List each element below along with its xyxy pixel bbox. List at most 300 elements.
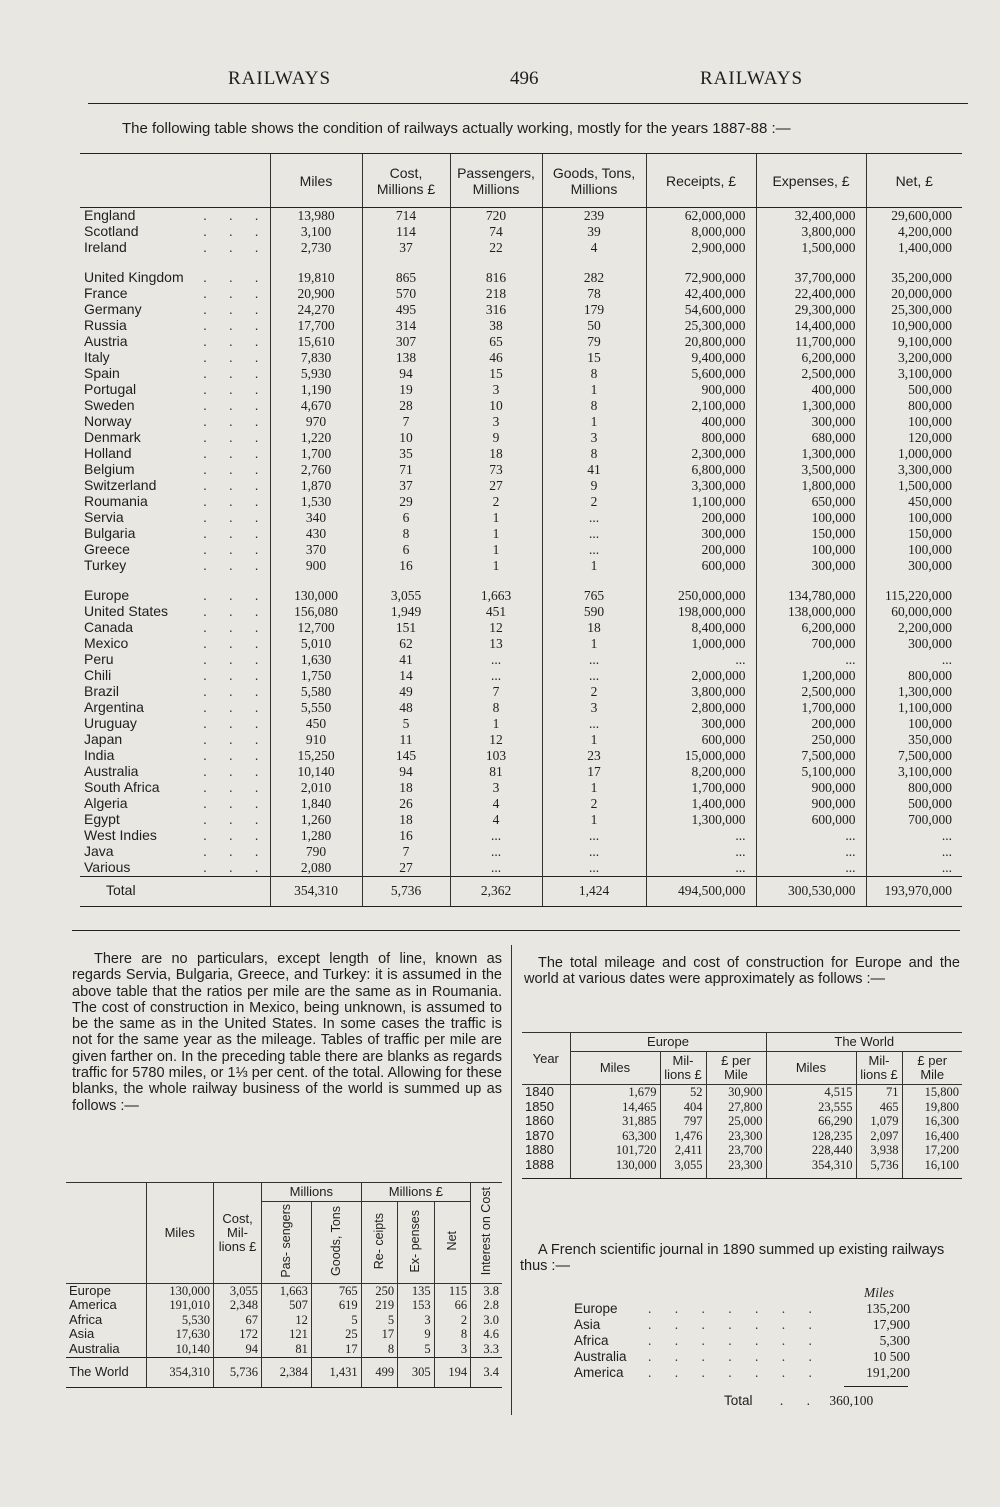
page-header (228, 68, 828, 98)
country-name-cell (80, 462, 270, 478)
cell-receipts: 5,600,000 (646, 366, 756, 382)
table-row (80, 796, 962, 812)
summary-net: 2 (434, 1313, 471, 1328)
cell-miles: 340 (270, 510, 362, 526)
cell-receipts: 2,300,000 (646, 446, 756, 462)
table-row (80, 636, 962, 652)
cell-expenses: 1,500,000 (756, 240, 866, 256)
dates-world-miles: 128,235 (766, 1129, 856, 1144)
leader-dots: . . . (203, 858, 268, 875)
cell-cost: 41 (362, 652, 450, 668)
cell-receipts: 2,800,000 (646, 700, 756, 716)
country-name-cell (80, 652, 270, 668)
cell-receipts: ... (646, 652, 756, 668)
cell-expenses: 700,000 (756, 636, 866, 652)
table-row (80, 684, 962, 700)
cell-receipts: 20,800,000 (646, 334, 756, 350)
country-name: West Indies (84, 826, 157, 843)
leader-dots: . . . (203, 714, 268, 731)
dates-world-per-mile: 16,300 (902, 1114, 962, 1129)
summary-cost: 172 (214, 1327, 262, 1342)
table-row (80, 844, 962, 860)
dates-header-world: The World (766, 1033, 962, 1052)
gap-cell (756, 574, 866, 588)
cell-passengers: 18 (450, 446, 542, 462)
summary-net: 115 (434, 1283, 471, 1298)
summary-header-goods (311, 1202, 361, 1284)
summary-goods: 765 (311, 1283, 361, 1298)
dates-world-miles: 23,555 (766, 1100, 856, 1115)
dates-europe-millions: 3,055 (660, 1158, 706, 1173)
leader-dots: . . . (203, 460, 268, 477)
summary-interest: 4.6 (471, 1327, 502, 1342)
cell-net: 1,000,000 (866, 446, 962, 462)
leader-dots: . . . (203, 826, 268, 843)
summary-passengers: 2,384 (262, 1357, 312, 1387)
table-row (80, 732, 962, 748)
total-row (80, 876, 962, 906)
summary-table-body (66, 1283, 502, 1387)
cell-receipts: 200,000 (646, 542, 756, 558)
table-row (80, 318, 962, 334)
dates-world-miles: 4,515 (766, 1085, 856, 1100)
country-name: Peru (84, 650, 114, 667)
cell-net: 100,000 (866, 716, 962, 732)
country-name-cell (80, 224, 270, 240)
french-list-item (574, 1301, 914, 1317)
table-row (80, 748, 962, 764)
french-miles: 17,900 (872, 1317, 910, 1332)
leader-dots: . . . (203, 268, 268, 285)
cell-cost: 5 (362, 716, 450, 732)
summary-header-miles: Miles (146, 1183, 214, 1284)
summary-receipts: 250 (361, 1283, 398, 1298)
cell-cost: 48 (362, 700, 450, 716)
summary-total-row (66, 1357, 502, 1387)
cell-passengers: 12 (450, 620, 542, 636)
summary-receipts: 8 (361, 1342, 398, 1357)
cell-net: 3,200,000 (866, 350, 962, 366)
summary-expenses: 5 (398, 1342, 435, 1357)
cell-net: 1,500,000 (866, 478, 962, 494)
dates-year: 1840 (522, 1085, 570, 1100)
cell-miles: 430 (270, 526, 362, 542)
country-name-cell (80, 542, 270, 558)
cell-goods: 23 (542, 748, 646, 764)
header-title-right: RAILWAYS (700, 68, 804, 89)
cell-goods: 1 (542, 414, 646, 430)
cell-goods: ... (542, 844, 646, 860)
cell-cost: 6 (362, 542, 450, 558)
dates-europe-per-mile: 23,300 (706, 1129, 766, 1144)
country-name: Argentina (84, 698, 144, 715)
cell-goods: ... (542, 828, 646, 844)
cell-net: 60,000,000 (866, 604, 962, 620)
dates-header-europe-millions: Mil- lions £ (660, 1052, 706, 1085)
header-net: Net, £ (866, 154, 962, 208)
cell-cost: 62 (362, 636, 450, 652)
cell-cost: 49 (362, 684, 450, 700)
leader-dots: . . . (203, 746, 268, 763)
spacer-cell (856, 1173, 902, 1179)
french-list (574, 1285, 914, 1381)
intro-text: The following table shows the condition of railways actually working, mostly for the years 1887-88 :— (122, 120, 791, 137)
cell-passengers: ... (450, 844, 542, 860)
cell-cost: 37 (362, 478, 450, 494)
summary-region: America (66, 1298, 146, 1313)
dates-world-millions: 5,736 (856, 1158, 902, 1173)
cell-miles: 5,580 (270, 684, 362, 700)
cell-goods: 1 (542, 780, 646, 796)
country-name: Mexico (84, 634, 129, 651)
french-region: Africa (574, 1333, 609, 1348)
cell-net: ... (866, 828, 962, 844)
french-region: Asia (574, 1317, 601, 1332)
cell-passengers: 1 (450, 716, 542, 732)
cell-net: 500,000 (866, 796, 962, 812)
cell-passengers: 316 (450, 302, 542, 318)
cell-passengers: 81 (450, 764, 542, 780)
cell-passengers: 1 (450, 558, 542, 574)
dates-europe-millions: 2,411 (660, 1143, 706, 1158)
country-name: Portugal (84, 380, 137, 397)
leader-dots: . . . (203, 207, 268, 223)
table-row (80, 446, 962, 462)
summary-expenses: 153 (398, 1298, 435, 1313)
cell-expenses: 150,000 (756, 526, 866, 542)
cell-cost: 18 (362, 812, 450, 828)
dates-table-body (522, 1085, 962, 1179)
cell-receipts: 2,100,000 (646, 398, 756, 414)
country-name: Belgium (84, 460, 135, 477)
right-paragraph: The total mileage and cost of construction for Europe and the world at various dates were approximately as follows :— (524, 955, 960, 988)
cell-expenses: 22,400,000 (756, 286, 866, 302)
summary-cost: 5,736 (214, 1357, 262, 1387)
gap-cell (450, 256, 542, 270)
cell-miles: 7,830 (270, 350, 362, 366)
table-row (80, 240, 962, 256)
leader-dots: . . . (203, 842, 268, 859)
summary-passengers: 507 (262, 1298, 312, 1313)
table-row (80, 860, 962, 876)
cell-goods: 1 (542, 382, 646, 398)
cell-expenses: 680,000 (756, 430, 866, 446)
summary-passengers: 12 (262, 1313, 312, 1328)
cell-cost: 16 (362, 828, 450, 844)
summary-row (66, 1327, 502, 1342)
country-name: Turkey (84, 556, 127, 573)
dates-world-miles: 354,310 (766, 1158, 856, 1173)
cell-cost: 19 (362, 382, 450, 398)
cell-expenses: 138,000,000 (756, 604, 866, 620)
summary-header-net-label: Net (444, 1231, 459, 1251)
dates-world-millions: 3,938 (856, 1143, 902, 1158)
total-miles: 354,310 (270, 876, 362, 906)
summary-net: 8 (434, 1327, 471, 1342)
cell-passengers: 22 (450, 240, 542, 256)
country-name: Italy (84, 348, 110, 365)
group-gap (80, 574, 962, 588)
gap-cell (646, 256, 756, 270)
cell-goods: ... (542, 860, 646, 876)
cell-receipts: 600,000 (646, 558, 756, 574)
total-net: 193,970,000 (866, 876, 962, 906)
cell-expenses: 7,500,000 (756, 748, 866, 764)
cell-expenses: 650,000 (756, 494, 866, 510)
cell-net: 100,000 (866, 414, 962, 430)
cell-cost: 495 (362, 302, 450, 318)
header-goods: Goods, Tons, Millions (542, 154, 646, 208)
cell-passengers: 218 (450, 286, 542, 302)
country-name: Holland (84, 444, 132, 461)
cell-passengers: 1 (450, 510, 542, 526)
cell-net: 700,000 (866, 812, 962, 828)
cell-receipts: 1,700,000 (646, 780, 756, 796)
leader-dots: . . . (203, 540, 268, 557)
country-name: Roumania (84, 492, 148, 509)
country-name-cell (80, 700, 270, 716)
country-name: Sweden (84, 396, 135, 413)
cell-receipts: 15,000,000 (646, 748, 756, 764)
french-miles: 10 500 (872, 1349, 910, 1364)
country-name-cell (80, 716, 270, 732)
group-gap (80, 256, 962, 270)
summary-header-net (434, 1202, 471, 1284)
summary-receipts: 499 (361, 1357, 398, 1387)
leader-dots: . . . (203, 316, 268, 333)
railways-table-header (80, 154, 962, 208)
leader-dots: . . . (203, 730, 268, 747)
cell-passengers: ... (450, 828, 542, 844)
gap-cell (450, 574, 542, 588)
french-total-value: 360,100 (829, 1393, 874, 1408)
cell-receipts: 300,000 (646, 526, 756, 542)
spacer-cell (902, 1173, 962, 1179)
summary-header-receipts (361, 1202, 398, 1284)
summary-miles: 17,630 (146, 1327, 214, 1342)
cell-expenses: 200,000 (756, 716, 866, 732)
cell-miles: 900 (270, 558, 362, 574)
cell-goods: 1 (542, 812, 646, 828)
cell-passengers: 816 (450, 270, 542, 286)
cell-receipts: 1,000,000 (646, 636, 756, 652)
country-name-cell (80, 318, 270, 334)
summary-row (66, 1313, 502, 1328)
dates-header-world-miles: Miles (766, 1052, 856, 1085)
cell-expenses: ... (756, 844, 866, 860)
dates-year: 1870 (522, 1129, 570, 1144)
summary-receipts: 5 (361, 1313, 398, 1328)
summary-header-passengers-label: Pas- sengers (278, 1204, 293, 1278)
spacer-cell (706, 1173, 766, 1179)
cell-goods: 1 (542, 732, 646, 748)
summary-receipts: 17 (361, 1327, 398, 1342)
leader-dots: . . . (203, 444, 268, 461)
cell-expenses: 1,700,000 (756, 700, 866, 716)
cell-goods: 15 (542, 350, 646, 366)
total-label: Total (80, 876, 270, 906)
cell-expenses: 6,200,000 (756, 350, 866, 366)
country-name-cell (80, 844, 270, 860)
left-paragraph: There are no particulars, except length of line, known as regards Servia, Bulgaria, Greece, and Turkey: it is assumed in the above table that the ratios per mile are the same as in Roumania. The cost of construction in Mexico, being unknown, is assumed to be the same as in the United States. In some cases the traffic is not for the same year as the mileage. Tables of traffic per mile are given farther on. In the preceding table there are blanks as regards traffic for 5780 miles, or 1⅓ per cent. of the total. Allowing for these blanks, the whole railway business of the world is summed up as follows :— (72, 951, 502, 1114)
cell-net: 7,500,000 (866, 748, 962, 764)
country-name: Brazil (84, 682, 120, 699)
leader-dots: . . . (203, 778, 268, 795)
gap-cell (866, 256, 962, 270)
country-name-cell (80, 286, 270, 302)
cell-cost: 71 (362, 462, 450, 478)
summary-miles: 130,000 (146, 1283, 214, 1298)
cell-expenses: 1,200,000 (756, 668, 866, 684)
summary-passengers: 81 (262, 1342, 312, 1357)
total-expenses: 300,530,000 (756, 876, 866, 906)
dates-header-europe-per-mile: £ per Mile (706, 1052, 766, 1085)
cell-miles: 970 (270, 414, 362, 430)
cell-receipts: 400,000 (646, 414, 756, 430)
cell-passengers: 1 (450, 526, 542, 542)
table-row (80, 494, 962, 510)
summary-cost: 3,055 (214, 1283, 262, 1298)
dates-europe-millions: 404 (660, 1100, 706, 1115)
cell-receipts: 42,400,000 (646, 286, 756, 302)
cell-goods: 590 (542, 604, 646, 620)
leader-dots: . . . (203, 380, 268, 397)
country-name-cell (80, 334, 270, 350)
table-row (80, 812, 962, 828)
cell-passengers: 65 (450, 334, 542, 350)
dates-row (522, 1114, 962, 1129)
cell-net: 300,000 (866, 636, 962, 652)
table-row (80, 588, 962, 604)
cell-miles: 1,840 (270, 796, 362, 812)
dates-europe-per-mile: 27,800 (706, 1100, 766, 1115)
french-list-item (574, 1333, 914, 1349)
spacer-cell (660, 1173, 706, 1179)
cell-receipts: 1,300,000 (646, 812, 756, 828)
french-miles: 135,200 (866, 1301, 910, 1316)
cell-net: 115,220,000 (866, 588, 962, 604)
cell-expenses: 100,000 (756, 510, 866, 526)
cell-passengers: ... (450, 860, 542, 876)
cell-expenses: 400,000 (756, 382, 866, 398)
section-rule (72, 930, 960, 931)
total-receipts: 494,500,000 (646, 876, 756, 906)
summary-miles: 191,010 (146, 1298, 214, 1313)
table-row (80, 542, 962, 558)
cell-expenses: ... (756, 652, 866, 668)
french-list-item (574, 1365, 914, 1381)
country-name: United Kingdom (84, 268, 184, 285)
summary-table (66, 1182, 502, 1388)
cell-net: 3,100,000 (866, 764, 962, 780)
summary-interest: 3.0 (471, 1313, 502, 1328)
summary-receipts: 219 (361, 1298, 398, 1313)
cell-cost: 16 (362, 558, 450, 574)
summary-header-interest-label: Interest on Cost (479, 1187, 494, 1276)
header-cost: Cost, Millions £ (362, 154, 450, 208)
cell-cost: 10 (362, 430, 450, 446)
leader-dots: . . . (203, 238, 268, 255)
country-name: Switzerland (84, 476, 157, 493)
cell-miles: 5,930 (270, 366, 362, 382)
table-row (80, 558, 962, 574)
table-row (80, 366, 962, 382)
summary-expenses: 3 (398, 1313, 435, 1328)
leader-dots: . . . (203, 348, 268, 365)
dates-row (522, 1143, 962, 1158)
dates-europe-per-mile: 25,000 (706, 1114, 766, 1129)
cell-goods: 4 (542, 240, 646, 256)
leader-dots: . . . (203, 602, 268, 619)
country-name-cell (80, 398, 270, 414)
cell-passengers: ... (450, 668, 542, 684)
cell-passengers: 8 (450, 700, 542, 716)
dates-year: 1850 (522, 1100, 570, 1115)
cell-miles: 1,190 (270, 382, 362, 398)
dates-header-world-per-mile: £ per Mile (902, 1052, 962, 1085)
cell-net: 100,000 (866, 542, 962, 558)
cell-cost: 7 (362, 414, 450, 430)
cell-expenses: 29,300,000 (756, 302, 866, 318)
table-row (80, 700, 962, 716)
cell-cost: 11 (362, 732, 450, 748)
summary-header-millions-pound: Millions £ (361, 1183, 471, 1202)
cell-expenses: 900,000 (756, 780, 866, 796)
table-row (80, 828, 962, 844)
country-name: Spain (84, 364, 120, 381)
cell-receipts: 6,800,000 (646, 462, 756, 478)
cell-expenses: 100,000 (756, 542, 866, 558)
cell-expenses: ... (756, 828, 866, 844)
cell-passengers: 73 (450, 462, 542, 478)
cell-cost: 18 (362, 780, 450, 796)
table-row (80, 764, 962, 780)
dates-header-europe-miles: Miles (570, 1052, 660, 1085)
cell-miles: 19,810 (270, 270, 362, 286)
cell-passengers: 74 (450, 224, 542, 240)
total-goods: 1,424 (542, 876, 646, 906)
country-name-cell (80, 636, 270, 652)
summary-region: Australia (66, 1342, 146, 1357)
summary-cost: 67 (214, 1313, 262, 1328)
cell-miles: 20,900 (270, 286, 362, 302)
dates-table (522, 1032, 962, 1179)
summary-row (66, 1283, 502, 1298)
table-row (80, 510, 962, 526)
country-name-cell (80, 208, 270, 224)
cell-net: 350,000 (866, 732, 962, 748)
dates-year: 1860 (522, 1114, 570, 1129)
cell-goods: ... (542, 668, 646, 684)
cell-net: 35,200,000 (866, 270, 962, 286)
cell-cost: 1,949 (362, 604, 450, 620)
summary-goods: 1,431 (311, 1357, 361, 1387)
cell-net: 29,600,000 (866, 208, 962, 224)
dates-year: 1888 (522, 1158, 570, 1173)
cell-cost: 570 (362, 286, 450, 302)
summary-region: Asia (66, 1327, 146, 1342)
header-title-left: RAILWAYS (228, 68, 332, 89)
dates-world-millions: 71 (856, 1085, 902, 1100)
cell-miles: 910 (270, 732, 362, 748)
summary-goods: 5 (311, 1313, 361, 1328)
cell-expenses: 3,800,000 (756, 224, 866, 240)
cell-receipts: 198,000,000 (646, 604, 756, 620)
railways-table (80, 153, 962, 907)
leader-dots: . . . . . . . (648, 1349, 822, 1364)
country-name: Japan (84, 730, 123, 747)
country-name: United States (84, 602, 169, 619)
